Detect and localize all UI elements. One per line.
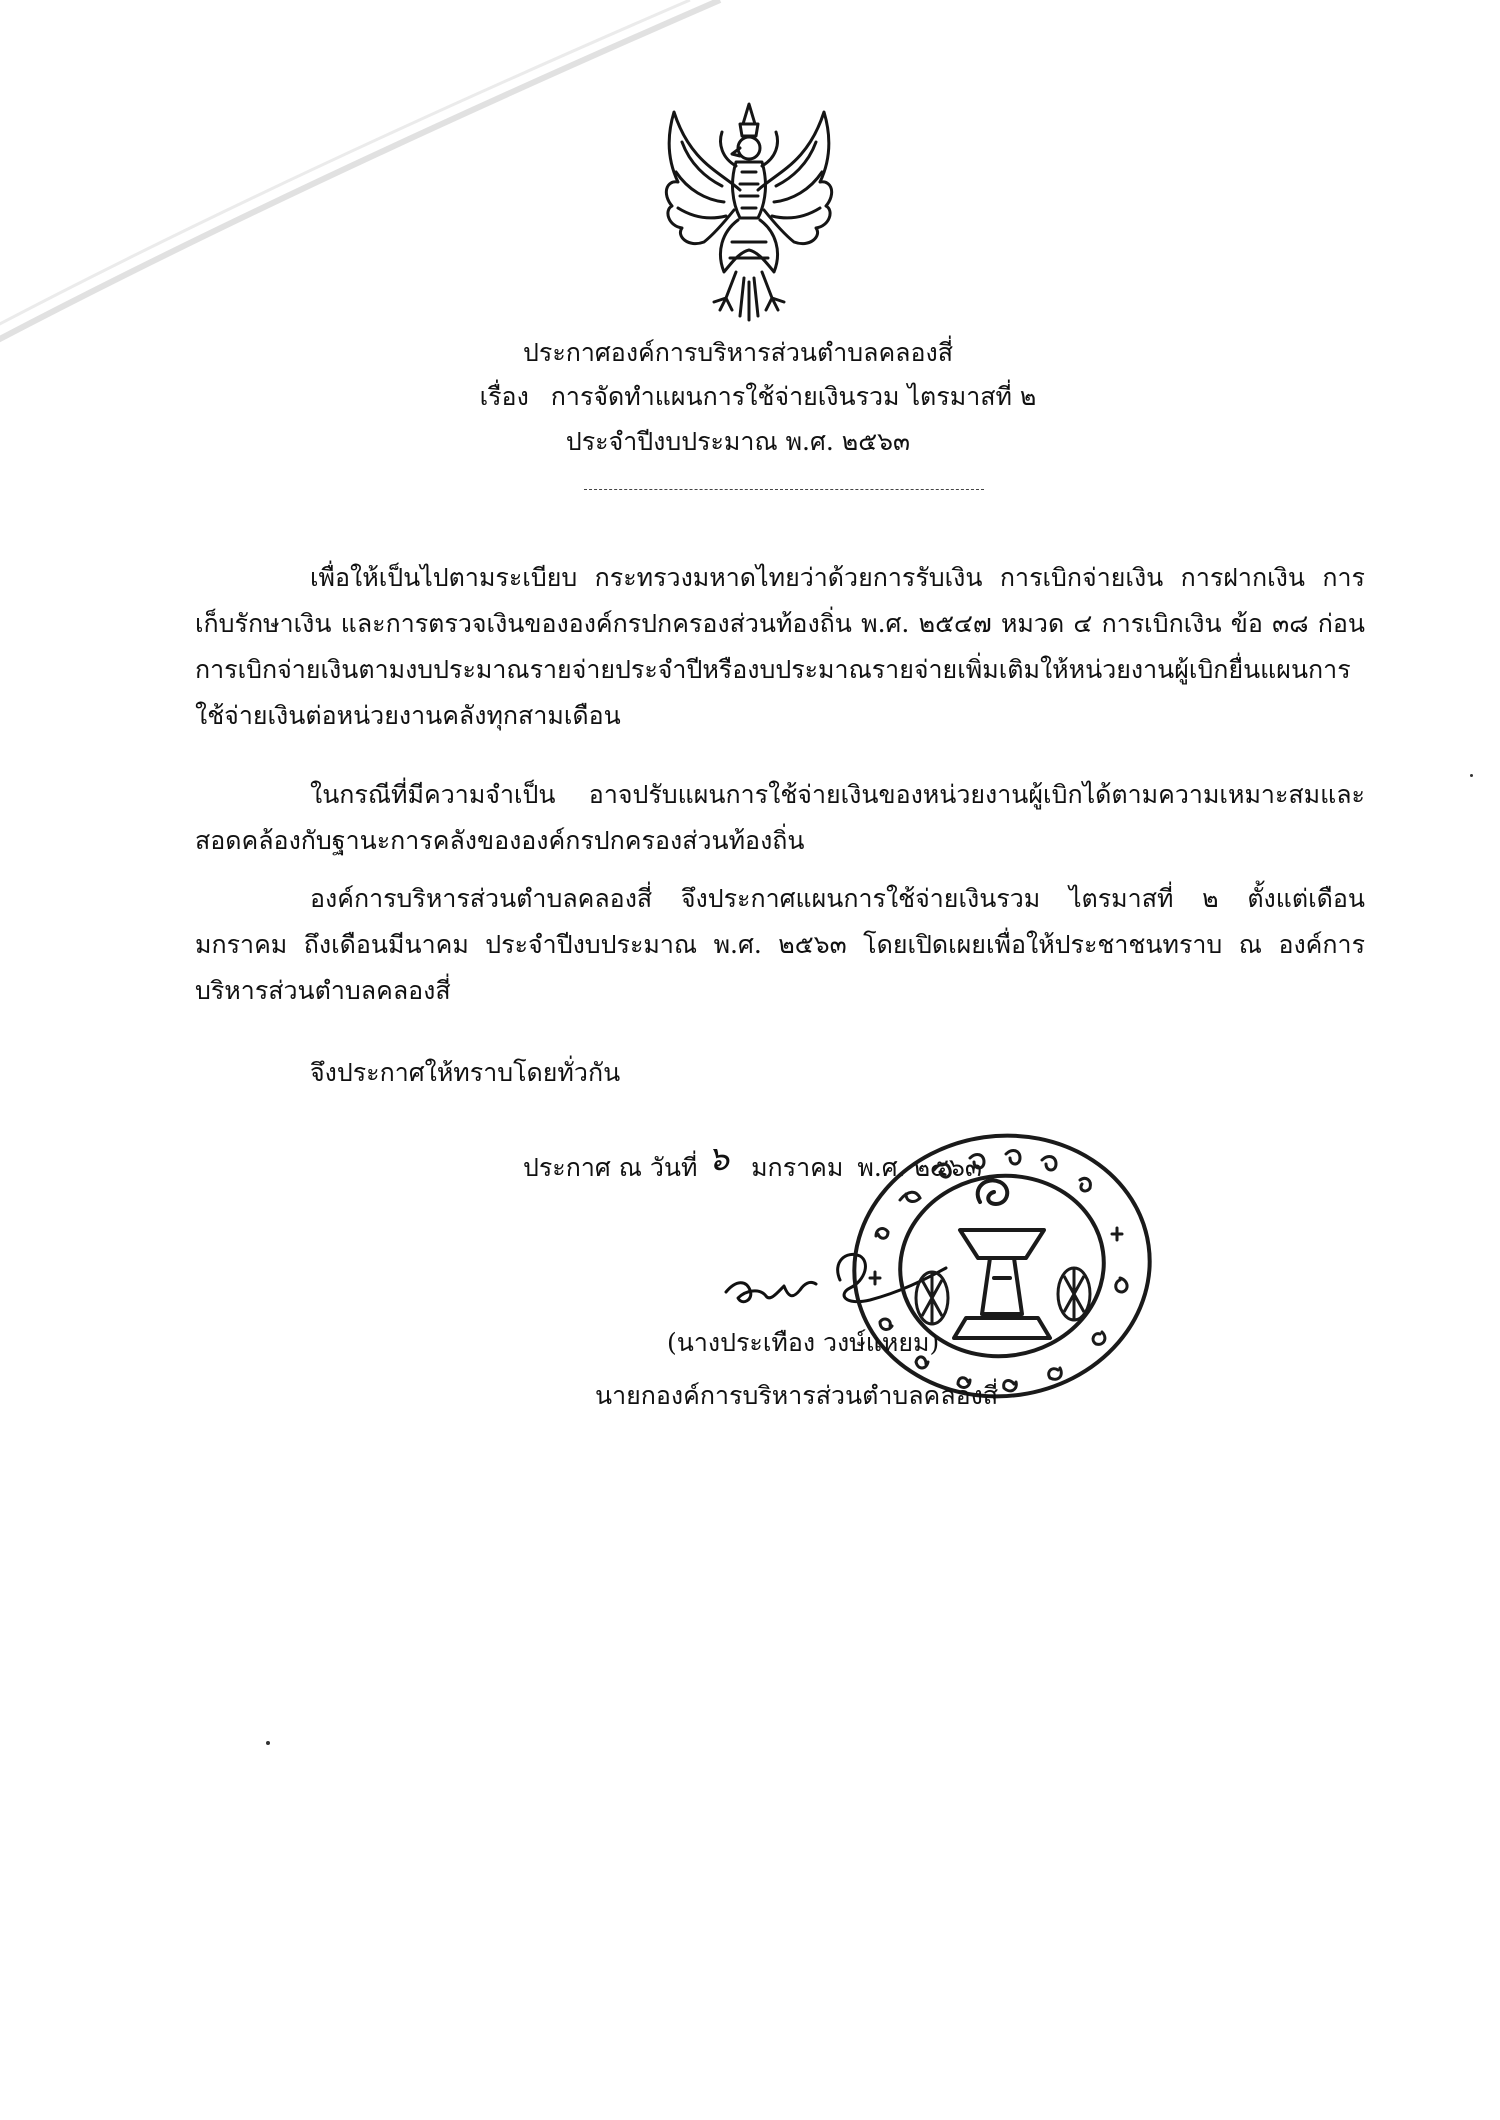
dateline-year: พ.ศ. ๒๕๖๓: [857, 1153, 982, 1182]
fiscal-year-line: ประจำปีงบประมาณ พ.ศ. ๒๕๖๓: [565, 427, 911, 456]
dateline-day-label: วันที่: [649, 1153, 698, 1182]
dateline-day-handwritten: ๖: [707, 1139, 730, 1179]
garuda-emblem-icon: [660, 102, 838, 322]
subject-label: เรื่อง: [479, 382, 529, 411]
dateline-month: มกราคม: [751, 1153, 844, 1182]
official-seal-icon: [830, 1118, 1160, 1408]
body-paragraph-1: เพื่อให้เป็นไปตามระเบียบ กระทรวงมหาดไทยว่าด้วยการรับเงิน การเบิกจ่ายเงิน การฝากเงิน การเก็บรักษาเงิน และการตรวจเงินขององค์กรปกครองส่วนท้องถิ่น พ.ศ. ๒๕๔๗ หมวด ๔ การเบิกเงิน ข้อ ๓๘ ก่อนการเบิกจ่ายเงินตามงบประมาณรายจ่ายประจำปีหรืองบประมาณรายจ่ายเพิ่มเติมให้หน่วยงานผู้เบิกยื่นแผนการใช้จ่ายเงินต่อหน่วยงานคลังทุกสามเดือน: [195, 563, 1365, 730]
closing-line: จึงประกาศให้ทราบโดยทั่วกัน: [310, 1058, 621, 1087]
title-divider: [584, 489, 984, 490]
announcement-issuer: ประกาศองค์การบริหารส่วนตำบลคลองสี่: [523, 338, 953, 367]
body-paragraph-2: ในกรณีที่มีความจำเป็น อาจปรับแผนการใช้จ่ายเงินของหน่วยงานผู้เบิกได้ตามความเหมาะสมและสอดคล้องกับฐานะการคลังขององค์กรปกครองส่วนท้องถิ่น: [195, 780, 1365, 855]
body-paragraph-3: องค์การบริหารส่วนตำบลคลองสี่ จึงประกาศแผนการใช้จ่ายเงินรวม ไตรมาสที่ ๒ ตั้งแต่เดือนมกราคม ถึงเดือนมีนาคม ประจำปีงบประมาณ พ.ศ. ๒๕๖๓ โดยเปิดเผยเพื่อให้ประชาชนทราบ ณ องค์การบริหารส่วนตำบลคลองสี่: [195, 884, 1365, 1005]
dateline-prefix: ประกาศ ณ: [523, 1153, 642, 1182]
subject-text: การจัดทำแผนการใช้จ่ายเงินรวม ไตรมาสที่ ๒: [550, 382, 1037, 411]
scan-speck: [266, 1741, 270, 1745]
scan-speck: [1470, 774, 1473, 777]
signer-position: นายกองค์การบริหารส่วนตำบลคลองสี่: [595, 1381, 999, 1410]
announcement-subject: [8, 382, 1500, 412]
signer-name: (นางประเทือง วงษ์แหยม): [667, 1328, 940, 1357]
